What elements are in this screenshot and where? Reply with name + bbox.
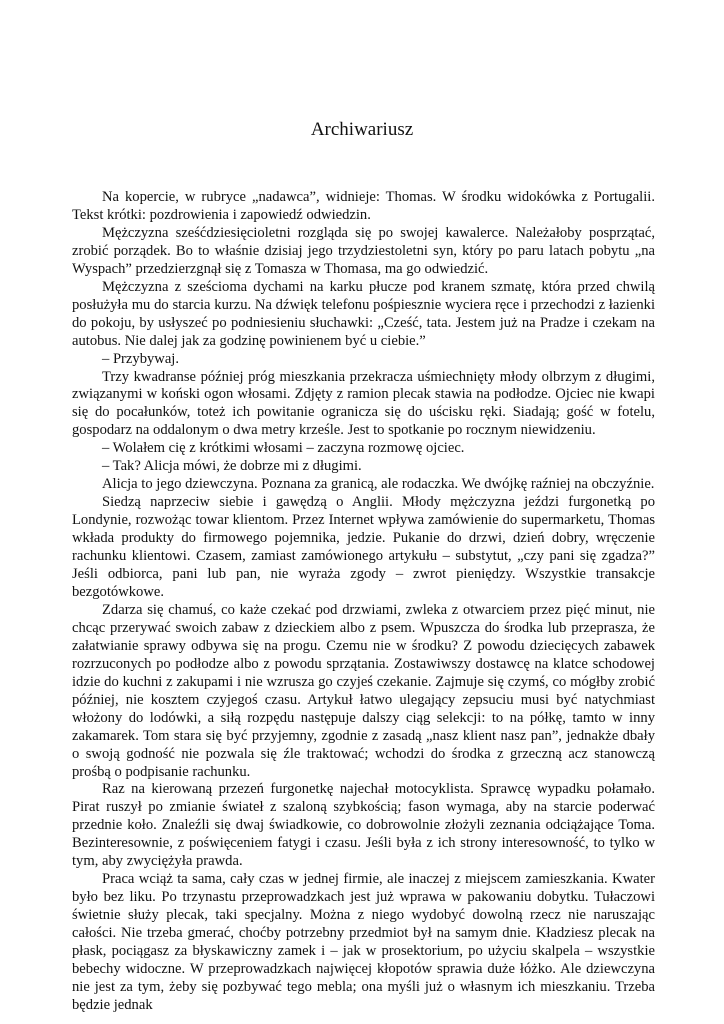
paragraph: Trzy kwadranse później próg mieszkania przekracza uśmiechnięty młody olbrzym z długimi, związanymi w koński ogon włosami. Zdjęty z ramion plecak stawia na podłodze. Ojciec nie kwapi się do pocałunków, toteż ich powitanie ogranicza się do uścisku ręki. Siadają; gość w fotelu, gospodarz na oddalonym o dwa metry krześle. Jest to spotkanie po rocznym niewidzeniu. [72,368,655,439]
paragraph: – Przybywaj. [102,350,180,367]
paragraph: – Wolałem cię z krótkimi włosami – zaczyna rozmowę ojciec. [102,440,465,457]
paragraph: Raz na kierowaną przezeń furgonetkę najechał motocyklista. Sprawcę wypadku połamało. Pirat ruszył po zmianie świateł z szaloną szybkością; fason wymaga, aby na starcie poderwać przednie koło. Znaleźli się dwaj świadkowie, co dobrowolnie złożyli zeznania odciążające Toma. Bezinteresownie, z poświęceniem fatygi i czasu. Jeśli była z ich strony interesowność, to tylko w tym, aby zwyciężyła prawda. [72,781,655,870]
paragraph: Praca wciąż ta sama, cały czas w jednej firmie, ale inaczej z miejscem zamieszkania. Kwater było bez liku. Po trzynastu przeprowadzkach jest już wprawa w pakowaniu dobytku. Tułaczowi świetnie służy plecak, taki specjalny. Można z niego wydobyć dowolną rzecz nie naruszając całości. Nie trzeba gmerać, choćby potrzebny przedmiot był na samym dnie. Kładziesz plecak na płask, pociągasz za błyskawiczny zamek i – jak w prosektorium, po użyciu skalpela – wszystkie bebechy widoczne. W przeprowadzkach najwięcej kłopotów sprawia duże łóżko. Ale dziewczyna nie jest za tym, żeby się pozbywać tego mebla; ona myśli już o własnym ich mieszkaniu. Trzeba będzie jednak [72,871,655,1013]
paragraph: Zdarza się chamuś, co każe czekać pod drzwiami, zwleka z otwarciem przez pięć minut, nie chcąc przerywać swoich zabaw z dzieckiem albo z psem. Wpuszcza do środka lub przeprasza, że załatwianie sprawy odbywa się na progu. Czemu nie w środku? Z powodu dziecięcych zabawek rozrzuconych po podłodze albo z powodu sprzątania. Zostawiwszy dostawcę na klatce schodowej idzie do kuchni z zakupami i nie wzrusza go czyjeś czekanie. Zajmuje się czymś, co mógłby zrobić później, nie kosztem czyjegoś czasu. Artykuł łatwo ulegający zepsuciu musi być natychmiast włożony do lodówki, a siłą rozpędu następuje dalszy ciąg selekcji: to na półkę, tamto w inny zakamarek. Tom stara się być przyjemny, zgodnie z zasadą „nasz klient nasz pan”, jednakże dbały o swoją godność nie pozwala się źle traktować; wchodzi do środka z grzeczną acz stanowczą prośbą o podpisanie rachunku. [72,601,655,780]
paragraph: Alicja to jego dziewczyna. Poznana za granicą, ale rodaczka. We dwójkę raźniej na obczyźnie. [102,476,655,493]
paragraph: Mężczyzna sześćdziesięcioletni rozgląda się po swojej kawalerce. Należałoby posprzątać, zrobić porządek. Bo to właśnie dzisiaj jego trzydziestoletni syn, który po paru latach pobytu „na Wyspach” przedzierzgnął się z Tomasza w Thomasa, ma go odwiedzić. [72,224,655,277]
document-title: Archiwariusz [310,119,414,140]
paragraph: – Tak? Alicja mówi, że dobrze mi z długimi. [102,458,362,475]
document-body [72,189,655,1015]
paragraph: Na kopercie, w rubryce „nadawca”, widnieje: Thomas. W środku widokówka z Portugalii. Tekst krótki: pozdrowienia i zapowiedź odwiedzin. [72,189,655,223]
paragraph: Mężczyzna z sześcioma dychami na karku płucze pod kranem szmatę, która przed chwilą posłużyła mu do starcia kurzu. Na dźwięk telefonu pośpiesznie wyciera ręce i przechodzi z łazienki do pokoju, by usłyszeć po podniesieniu słuchawki: „Cześć, tata. Jestem już na Pradze i czekam na autobus. Nie dalej jak za godzinę powinienem być u ciebie.” [72,278,655,349]
paragraph: Siedzą naprzeciw siebie i gawędzą o Anglii. Młody mężczyzna jeździ furgonetką po Londynie, rozwożąc towar klientom. Przez Internet wpływa zamówienie do supermarketu, Thomas wkłada produkty do firmowego pojemnika, jedzie. Pukanie do drzwi, dzień dobry, wręczenie rachunku klientowi. Czasem, zamiast zamówionego artykułu – substytut, „czy pani się zgadza?” Jeśli odbiorca, pani lub pan, nie wyraża zgody – zwrot pieniędzy. Wszystkie transakcje bezgotówkowe. [72,494,655,600]
